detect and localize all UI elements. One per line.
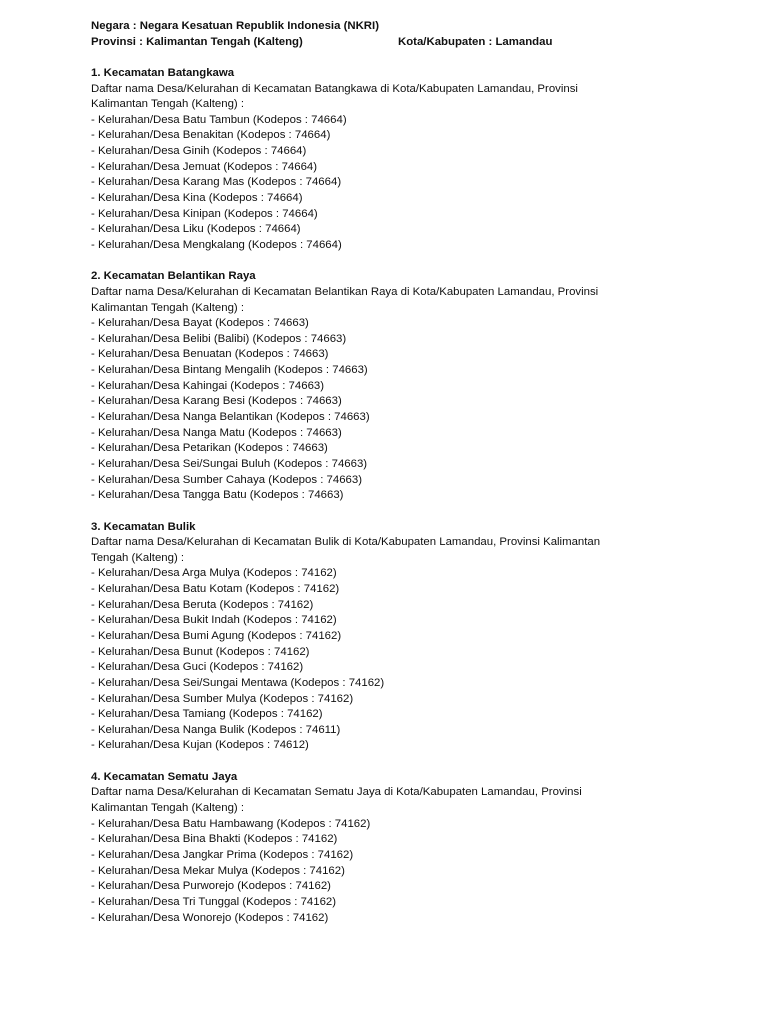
list-item: - Kelurahan/Desa Jangkar Prima (Kodepos : 74162) [91, 848, 354, 861]
section-intro: Tengah (Kalteng) : [91, 551, 185, 564]
list-item: - Kelurahan/Desa Guci (Kodepos : 74162) [91, 661, 304, 674]
section-intro: Kalimantan Tengah (Kalteng) : [91, 802, 245, 815]
list-item: - Kelurahan/Desa Nanga Belantikan (Kodepos : 74663) [91, 411, 370, 424]
list-item: - Kelurahan/Desa Jemuat (Kodepos : 74664) [91, 160, 318, 173]
section-intro: Kalimantan Tengah (Kalteng) : [91, 98, 245, 111]
spacer [91, 254, 691, 270]
list-item: - Kelurahan/Desa Nanga Matu (Kodepos : 74663) [91, 426, 342, 439]
list-item: - Kelurahan/Desa Bayat (Kodepos : 74663) [91, 317, 309, 330]
list-item: - Kelurahan/Desa Liku (Kodepos : 74664) [91, 223, 301, 236]
document-content [91, 19, 691, 926]
kabupaten-text: Kota/Kabupaten : Lamandau [398, 35, 553, 48]
list-item: - Kelurahan/Desa Bunut (Kodepos : 74162) [91, 645, 310, 658]
section-intro: Daftar nama Desa/Kelurahan di Kecamatan Bulik di Kota/Kabupaten Lamandau, Provinsi Kalimantan [91, 536, 601, 549]
list-item: - Kelurahan/Desa Beruta (Kodepos : 74162) [91, 598, 314, 611]
section-2 [91, 254, 691, 504]
list-item: - Kelurahan/Desa Kina (Kodepos : 74664) [91, 192, 303, 205]
list-item: - Kelurahan/Desa Mengkalang (Kodepos : 74664) [91, 238, 342, 251]
list-item: - Kelurahan/Desa Sumber Mulya (Kodepos : 74162) [91, 692, 354, 705]
list-item: - Kelurahan/Desa Benakitan (Kodepos : 74664) [91, 129, 331, 142]
list-item: - Kelurahan/Desa Sei/Sungai Mentawa (Kodepos : 74162) [91, 676, 385, 689]
section-title: 3. Kecamatan Bulik [91, 520, 196, 533]
list-item: - Kelurahan/Desa Kahingai (Kodepos : 74663) [91, 379, 325, 392]
list-item: - Kelurahan/Desa Nanga Bulik (Kodepos : 74611) [91, 723, 341, 736]
section-1 [91, 50, 691, 253]
provinsi-row [91, 35, 691, 51]
section-title: 2. Kecamatan Belantikan Raya [91, 270, 256, 283]
list-item: - Kelurahan/Desa Batu Hambawang (Kodepos : 74162) [91, 817, 371, 830]
list-item: - Kelurahan/Desa Tangga Batu (Kodepos : 74663) [91, 489, 344, 502]
section-intro: Daftar nama Desa/Kelurahan di Kecamatan Batangkawa di Kota/Kabupaten Lamandau, Provinsi [91, 82, 578, 95]
spacer [91, 50, 691, 66]
section-title: 4. Kecamatan Sematu Jaya [91, 770, 238, 783]
list-item: - Kelurahan/Desa Karang Mas (Kodepos : 74664) [91, 176, 342, 189]
list-item: - Kelurahan/Desa Purworejo (Kodepos : 74162) [91, 880, 331, 893]
list-item: - Kelurahan/Desa Bukit Indah (Kodepos : 74162) [91, 614, 337, 627]
list-item: - Kelurahan/Desa Batu Tambun (Kodepos : 74664) [91, 113, 347, 126]
sections-container [91, 50, 691, 926]
list-item: - Kelurahan/Desa Benuatan (Kodepos : 74663) [91, 348, 329, 361]
section-intro: Kalimantan Tengah (Kalteng) : [91, 301, 245, 314]
list-item: - Kelurahan/Desa Tri Tunggal (Kodepos : 74162) [91, 895, 337, 908]
negara-line: Negara : Negara Kesatuan Republik Indonesia (NKRI) [91, 20, 379, 32]
list-item: - Kelurahan/Desa Sei/Sungai Buluh (Kodepos : 74663) [91, 457, 368, 470]
section-title: 1. Kecamatan Batangkawa [91, 66, 235, 79]
spacer [91, 754, 691, 770]
list-item: - Kelurahan/Desa Kinipan (Kodepos : 74664) [91, 207, 318, 220]
list-item: - Kelurahan/Desa Petarikan (Kodepos : 74663) [91, 442, 328, 455]
list-item: - Kelurahan/Desa Belibi (Balibi) (Kodepos : 74663) [91, 332, 347, 345]
provinsi-text: Provinsi : Kalimantan Tengah (Kalteng) [91, 35, 303, 48]
list-item: - Kelurahan/Desa Kujan (Kodepos : 74612) [91, 739, 309, 752]
section-intro: Daftar nama Desa/Kelurahan di Kecamatan Belantikan Raya di Kota/Kabupaten Lamandau, Provinsi [91, 285, 599, 298]
list-item: - Kelurahan/Desa Sumber Cahaya (Kodepos : 74663) [91, 473, 363, 486]
section-4 [91, 754, 691, 926]
list-item: - Kelurahan/Desa Bina Bhakti (Kodepos : 74162) [91, 833, 338, 846]
list-item: - Kelurahan/Desa Karang Besi (Kodepos : 74663) [91, 395, 342, 408]
section-3 [91, 504, 691, 754]
list-item: - Kelurahan/Desa Mekar Mulya (Kodepos : 74162) [91, 864, 345, 877]
list-item: - Kelurahan/Desa Wonorejo (Kodepos : 74162) [91, 911, 329, 924]
list-item: - Kelurahan/Desa Bintang Mengalih (Kodepos : 74663) [91, 364, 368, 377]
list-item: - Kelurahan/Desa Arga Mulya (Kodepos : 74162) [91, 567, 337, 580]
list-item: - Kelurahan/Desa Bumi Agung (Kodepos : 74162) [91, 629, 342, 642]
list-item: - Kelurahan/Desa Batu Kotam (Kodepos : 74162) [91, 583, 340, 596]
section-intro: Daftar nama Desa/Kelurahan di Kecamatan Sematu Jaya di Kota/Kabupaten Lamandau, Provinsi [91, 786, 582, 799]
spacer [91, 504, 691, 520]
list-item: - Kelurahan/Desa Ginih (Kodepos : 74664) [91, 145, 307, 158]
list-item: - Kelurahan/Desa Tamiang (Kodepos : 74162) [91, 708, 323, 721]
